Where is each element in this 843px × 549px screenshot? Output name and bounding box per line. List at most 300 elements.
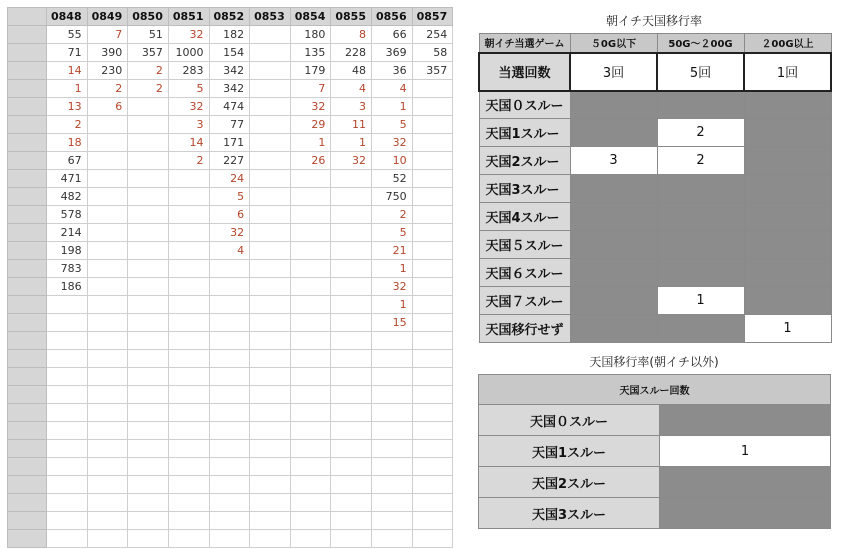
- heaven-through-row: [479, 405, 831, 436]
- table-row: [8, 260, 453, 278]
- data-cell: 182: [209, 26, 250, 44]
- corner-header-cell: [8, 8, 47, 26]
- data-cell: [168, 170, 209, 188]
- data-cell: [87, 296, 128, 314]
- data-cell: 3: [331, 98, 372, 116]
- heaven-through-label: 天国６スルー: [479, 259, 570, 287]
- data-cell: [209, 422, 250, 440]
- column-header-cell: 0852: [209, 8, 250, 26]
- heaven-through-row: [479, 287, 831, 315]
- data-cell: [87, 386, 128, 404]
- heaven-through-label: 天国2スルー: [479, 467, 660, 498]
- data-cell: [331, 350, 372, 368]
- data-cell: [209, 458, 250, 476]
- data-cell: [250, 530, 291, 548]
- data-cell: [128, 296, 169, 314]
- heaven-through-row: [479, 498, 831, 529]
- data-cell: [250, 242, 291, 260]
- data-cell: 230: [87, 62, 128, 80]
- data-cell: [87, 242, 128, 260]
- data-cell: 5: [209, 188, 250, 206]
- data-cell: 58: [412, 44, 453, 62]
- data-cell: [290, 476, 331, 494]
- data-cell: [87, 314, 128, 332]
- game-range-header: 50G〜２00G: [657, 34, 744, 53]
- data-cell: [331, 260, 372, 278]
- data-cell: [250, 494, 291, 512]
- data-cell: 7: [87, 26, 128, 44]
- spreadsheet-data-table: [7, 7, 453, 548]
- data-cell: [250, 278, 291, 296]
- data-cell: [87, 152, 128, 170]
- table-row: [8, 350, 453, 368]
- empty-shaded-cell: [657, 315, 744, 343]
- table-row: [8, 494, 453, 512]
- data-cell: 2: [87, 80, 128, 98]
- row-header-cell: [8, 80, 47, 98]
- data-cell: [168, 422, 209, 440]
- empty-shaded-cell: [744, 203, 831, 231]
- table-row: [8, 62, 453, 80]
- row-header-cell: [8, 62, 47, 80]
- data-cell: 342: [209, 80, 250, 98]
- data-cell: [372, 386, 413, 404]
- data-cell: 179: [290, 62, 331, 80]
- data-cell: [128, 170, 169, 188]
- win-count-value: 3回: [570, 53, 657, 91]
- data-cell: [331, 206, 372, 224]
- data-cell: [372, 350, 413, 368]
- data-cell: 357: [128, 44, 169, 62]
- data-cell: [412, 476, 453, 494]
- data-cell: [209, 350, 250, 368]
- empty-shaded-cell: [570, 175, 657, 203]
- data-cell: 32: [372, 134, 413, 152]
- table-row: [8, 332, 453, 350]
- data-cell: [168, 314, 209, 332]
- data-cell: 14: [47, 62, 88, 80]
- data-cell: [168, 476, 209, 494]
- heaven-through-label: 天国4スルー: [479, 203, 570, 231]
- data-cell: [290, 422, 331, 440]
- data-cell: [168, 278, 209, 296]
- column-header-row: [8, 8, 453, 26]
- data-cell: [331, 188, 372, 206]
- data-cell: [290, 188, 331, 206]
- data-cell: [290, 170, 331, 188]
- data-cell: [128, 278, 169, 296]
- heaven-through-row: [479, 231, 831, 259]
- data-cell: [372, 494, 413, 512]
- data-cell: [128, 368, 169, 386]
- data-cell: 135: [290, 44, 331, 62]
- data-cell: [168, 530, 209, 548]
- data-cell: 36: [372, 62, 413, 80]
- data-cell: [412, 350, 453, 368]
- heaven-through-label: 天国０スルー: [479, 91, 570, 119]
- data-cell: 474: [209, 98, 250, 116]
- win-count-value: 1回: [744, 53, 831, 91]
- data-cell: [47, 440, 88, 458]
- data-cell: [290, 404, 331, 422]
- data-cell: [87, 350, 128, 368]
- data-cell: [250, 422, 291, 440]
- row-header-cell: [8, 350, 47, 368]
- data-cell: 55: [47, 26, 88, 44]
- empty-shaded-cell: [744, 119, 831, 147]
- data-cell: [87, 260, 128, 278]
- heaven-through-row: [479, 91, 831, 119]
- heaven-rate-other-table: [478, 374, 831, 529]
- data-cell: [372, 440, 413, 458]
- data-cell: [87, 224, 128, 242]
- column-header-cell: 0854: [290, 8, 331, 26]
- data-cell: [412, 404, 453, 422]
- data-cell: 357: [412, 62, 453, 80]
- data-cell: [128, 332, 169, 350]
- count-cell: 3: [570, 147, 657, 175]
- column-header-cell: 0856: [372, 8, 413, 26]
- data-cell: [87, 116, 128, 134]
- data-cell: [290, 440, 331, 458]
- data-cell: 4: [209, 242, 250, 260]
- heaven-through-row: [479, 467, 831, 498]
- data-cell: [168, 296, 209, 314]
- data-cell: [412, 296, 453, 314]
- data-cell: 369: [372, 44, 413, 62]
- count-cell: 1: [657, 287, 744, 315]
- row-header-cell: [8, 368, 47, 386]
- data-cell: [290, 494, 331, 512]
- table-row: [8, 134, 453, 152]
- data-cell: [87, 134, 128, 152]
- table-row: [8, 368, 453, 386]
- data-cell: [87, 368, 128, 386]
- empty-shaded-cell: [657, 175, 744, 203]
- empty-shaded-cell: [744, 259, 831, 287]
- data-cell: 18: [47, 134, 88, 152]
- data-cell: [168, 440, 209, 458]
- data-cell: [128, 530, 169, 548]
- empty-shaded-cell: [744, 287, 831, 315]
- data-cell: [168, 188, 209, 206]
- data-cell: 171: [209, 134, 250, 152]
- data-cell: 32: [372, 278, 413, 296]
- table-row: [8, 422, 453, 440]
- data-cell: 1: [372, 296, 413, 314]
- win-count-label: 当選回数: [479, 53, 570, 91]
- data-cell: [412, 530, 453, 548]
- heaven-through-label: 天国７スルー: [479, 287, 570, 315]
- data-cell: [168, 404, 209, 422]
- data-cell: [331, 386, 372, 404]
- data-cell: 1: [331, 134, 372, 152]
- count-cell: 2: [657, 147, 744, 175]
- data-cell: [47, 458, 88, 476]
- heaven-through-row: [479, 175, 831, 203]
- data-cell: 24: [209, 170, 250, 188]
- data-cell: 11: [331, 116, 372, 134]
- data-cell: [209, 386, 250, 404]
- empty-shaded-cell: [570, 203, 657, 231]
- empty-shaded-cell: [744, 147, 831, 175]
- data-cell: [331, 458, 372, 476]
- heaven-through-count-header: 天国スルー回数: [479, 375, 831, 405]
- data-cell: 2: [47, 116, 88, 134]
- table-row: [8, 206, 453, 224]
- data-cell: [290, 332, 331, 350]
- column-header-cell: 0848: [47, 8, 88, 26]
- data-cell: [331, 314, 372, 332]
- data-cell: [47, 476, 88, 494]
- row-header-cell: [8, 224, 47, 242]
- win-count-value: 5回: [657, 53, 744, 91]
- table-row: [8, 386, 453, 404]
- table-row: [8, 476, 453, 494]
- data-cell: [168, 260, 209, 278]
- data-cell: [209, 494, 250, 512]
- data-cell: [87, 458, 128, 476]
- table-row: [8, 242, 453, 260]
- data-cell: [412, 152, 453, 170]
- data-cell: [290, 260, 331, 278]
- data-cell: [372, 458, 413, 476]
- data-cell: [168, 458, 209, 476]
- data-cell: 1: [372, 98, 413, 116]
- data-cell: [331, 476, 372, 494]
- data-cell: [168, 386, 209, 404]
- data-cell: [87, 494, 128, 512]
- data-cell: [331, 494, 372, 512]
- data-cell: [412, 242, 453, 260]
- data-cell: [412, 170, 453, 188]
- heaven-through-label: 天国3スルー: [479, 175, 570, 203]
- heaven-through-label: 天国1スルー: [479, 436, 660, 467]
- data-cell: [290, 242, 331, 260]
- data-cell: 3: [168, 116, 209, 134]
- data-cell: [128, 98, 169, 116]
- row-header-cell: [8, 152, 47, 170]
- data-cell: [128, 152, 169, 170]
- table-row: [8, 170, 453, 188]
- data-cell: 228: [331, 44, 372, 62]
- row-header-cell: [8, 98, 47, 116]
- data-cell: [290, 458, 331, 476]
- data-cell: 783: [47, 260, 88, 278]
- table-row: [8, 512, 453, 530]
- row-header-cell: [8, 422, 47, 440]
- data-cell: [372, 368, 413, 386]
- data-cell: [372, 332, 413, 350]
- data-cell: 32: [209, 224, 250, 242]
- row-header-cell: [8, 404, 47, 422]
- data-cell: [47, 332, 88, 350]
- data-cell: [209, 278, 250, 296]
- data-cell: 1: [47, 80, 88, 98]
- data-cell: 750: [372, 188, 413, 206]
- data-cell: [87, 170, 128, 188]
- data-cell: [250, 314, 291, 332]
- game-range-header: ５0G以下: [570, 34, 657, 53]
- data-cell: [412, 188, 453, 206]
- data-cell: [250, 152, 291, 170]
- data-cell: [209, 440, 250, 458]
- empty-shaded-cell: [657, 203, 744, 231]
- data-cell: [250, 170, 291, 188]
- data-cell: [168, 206, 209, 224]
- row-header-cell: [8, 44, 47, 62]
- data-cell: 482: [47, 188, 88, 206]
- data-cell: 32: [331, 152, 372, 170]
- data-cell: 1: [290, 134, 331, 152]
- row-header-cell: [8, 134, 47, 152]
- table-row: [8, 296, 453, 314]
- data-cell: [168, 350, 209, 368]
- data-cell: 2: [128, 62, 169, 80]
- data-cell: 5: [372, 116, 413, 134]
- row-header-cell: [8, 260, 47, 278]
- count-cell: 1: [744, 315, 831, 343]
- data-cell: [87, 512, 128, 530]
- data-cell: [47, 530, 88, 548]
- data-cell: 214: [47, 224, 88, 242]
- data-cell: [250, 440, 291, 458]
- data-cell: [128, 314, 169, 332]
- heaven-through-label: 天国５スルー: [479, 231, 570, 259]
- data-cell: [331, 530, 372, 548]
- data-cell: 67: [47, 152, 88, 170]
- empty-shaded-cell: [744, 91, 831, 119]
- row-header-cell: [8, 476, 47, 494]
- data-cell: [47, 296, 88, 314]
- data-cell: 6: [87, 98, 128, 116]
- data-cell: [128, 404, 169, 422]
- data-cell: 4: [372, 80, 413, 98]
- data-cell: [412, 134, 453, 152]
- data-cell: 254: [412, 26, 453, 44]
- data-cell: [209, 404, 250, 422]
- row-header-cell: [8, 332, 47, 350]
- data-cell: [128, 350, 169, 368]
- data-cell: 32: [290, 98, 331, 116]
- data-cell: [290, 296, 331, 314]
- data-cell: [87, 188, 128, 206]
- data-cell: 66: [372, 26, 413, 44]
- heaven-through-row: [479, 315, 831, 343]
- data-cell: [331, 368, 372, 386]
- data-cell: [290, 530, 331, 548]
- data-cell: [128, 134, 169, 152]
- heaven-through-row: [479, 436, 831, 467]
- data-cell: [128, 260, 169, 278]
- empty-shaded-cell: [570, 91, 657, 119]
- data-cell: [412, 512, 453, 530]
- data-cell: [168, 368, 209, 386]
- data-cell: 5: [168, 80, 209, 98]
- data-cell: [250, 26, 291, 44]
- data-cell: [168, 242, 209, 260]
- data-cell: [47, 422, 88, 440]
- data-cell: 48: [331, 62, 372, 80]
- data-cell: [250, 44, 291, 62]
- empty-shaded-cell: [744, 175, 831, 203]
- data-cell: [250, 404, 291, 422]
- data-cell: [209, 260, 250, 278]
- data-cell: 14: [168, 134, 209, 152]
- data-cell: [250, 188, 291, 206]
- data-cell: 471: [47, 170, 88, 188]
- data-cell: [412, 314, 453, 332]
- data-cell: 342: [209, 62, 250, 80]
- data-cell: [47, 386, 88, 404]
- data-cell: 1000: [168, 44, 209, 62]
- data-cell: [412, 386, 453, 404]
- column-header-cell: 0857: [412, 8, 453, 26]
- data-cell: 8: [331, 26, 372, 44]
- data-cell: [250, 476, 291, 494]
- data-cell: [168, 512, 209, 530]
- table-row: [8, 26, 453, 44]
- row-header-cell: [8, 188, 47, 206]
- data-cell: [372, 422, 413, 440]
- data-cell: 51: [128, 26, 169, 44]
- data-cell: 578: [47, 206, 88, 224]
- data-cell: [128, 188, 169, 206]
- row-header-cell: [8, 458, 47, 476]
- data-cell: [128, 386, 169, 404]
- heaven-through-row: [479, 119, 831, 147]
- row-header-cell: [8, 116, 47, 134]
- empty-shaded-cell: [660, 405, 831, 436]
- data-cell: [209, 296, 250, 314]
- data-cell: [209, 530, 250, 548]
- table-row: [8, 80, 453, 98]
- data-cell: [87, 404, 128, 422]
- data-cell: 10: [372, 152, 413, 170]
- table-row: [8, 44, 453, 62]
- data-cell: [372, 404, 413, 422]
- row-header-cell: [8, 512, 47, 530]
- data-cell: [209, 368, 250, 386]
- morning-heaven-rate-table: [478, 33, 832, 343]
- row-header-cell: [8, 314, 47, 332]
- data-cell: [331, 512, 372, 530]
- data-cell: [331, 296, 372, 314]
- data-cell: [87, 530, 128, 548]
- data-cell: [168, 332, 209, 350]
- data-cell: [128, 494, 169, 512]
- data-cell: [47, 512, 88, 530]
- data-cell: 186: [47, 278, 88, 296]
- data-cell: 52: [372, 170, 413, 188]
- data-cell: 2: [128, 80, 169, 98]
- table-row: [8, 188, 453, 206]
- data-cell: [372, 530, 413, 548]
- data-cell: [128, 206, 169, 224]
- data-cell: [412, 440, 453, 458]
- data-cell: [290, 206, 331, 224]
- data-cell: 4: [331, 80, 372, 98]
- win-count-row: [479, 53, 831, 91]
- data-cell: [290, 512, 331, 530]
- data-cell: [250, 98, 291, 116]
- data-cell: [209, 512, 250, 530]
- data-cell: 390: [87, 44, 128, 62]
- data-cell: [209, 332, 250, 350]
- data-cell: 26: [290, 152, 331, 170]
- data-cell: [412, 422, 453, 440]
- table-row: [8, 278, 453, 296]
